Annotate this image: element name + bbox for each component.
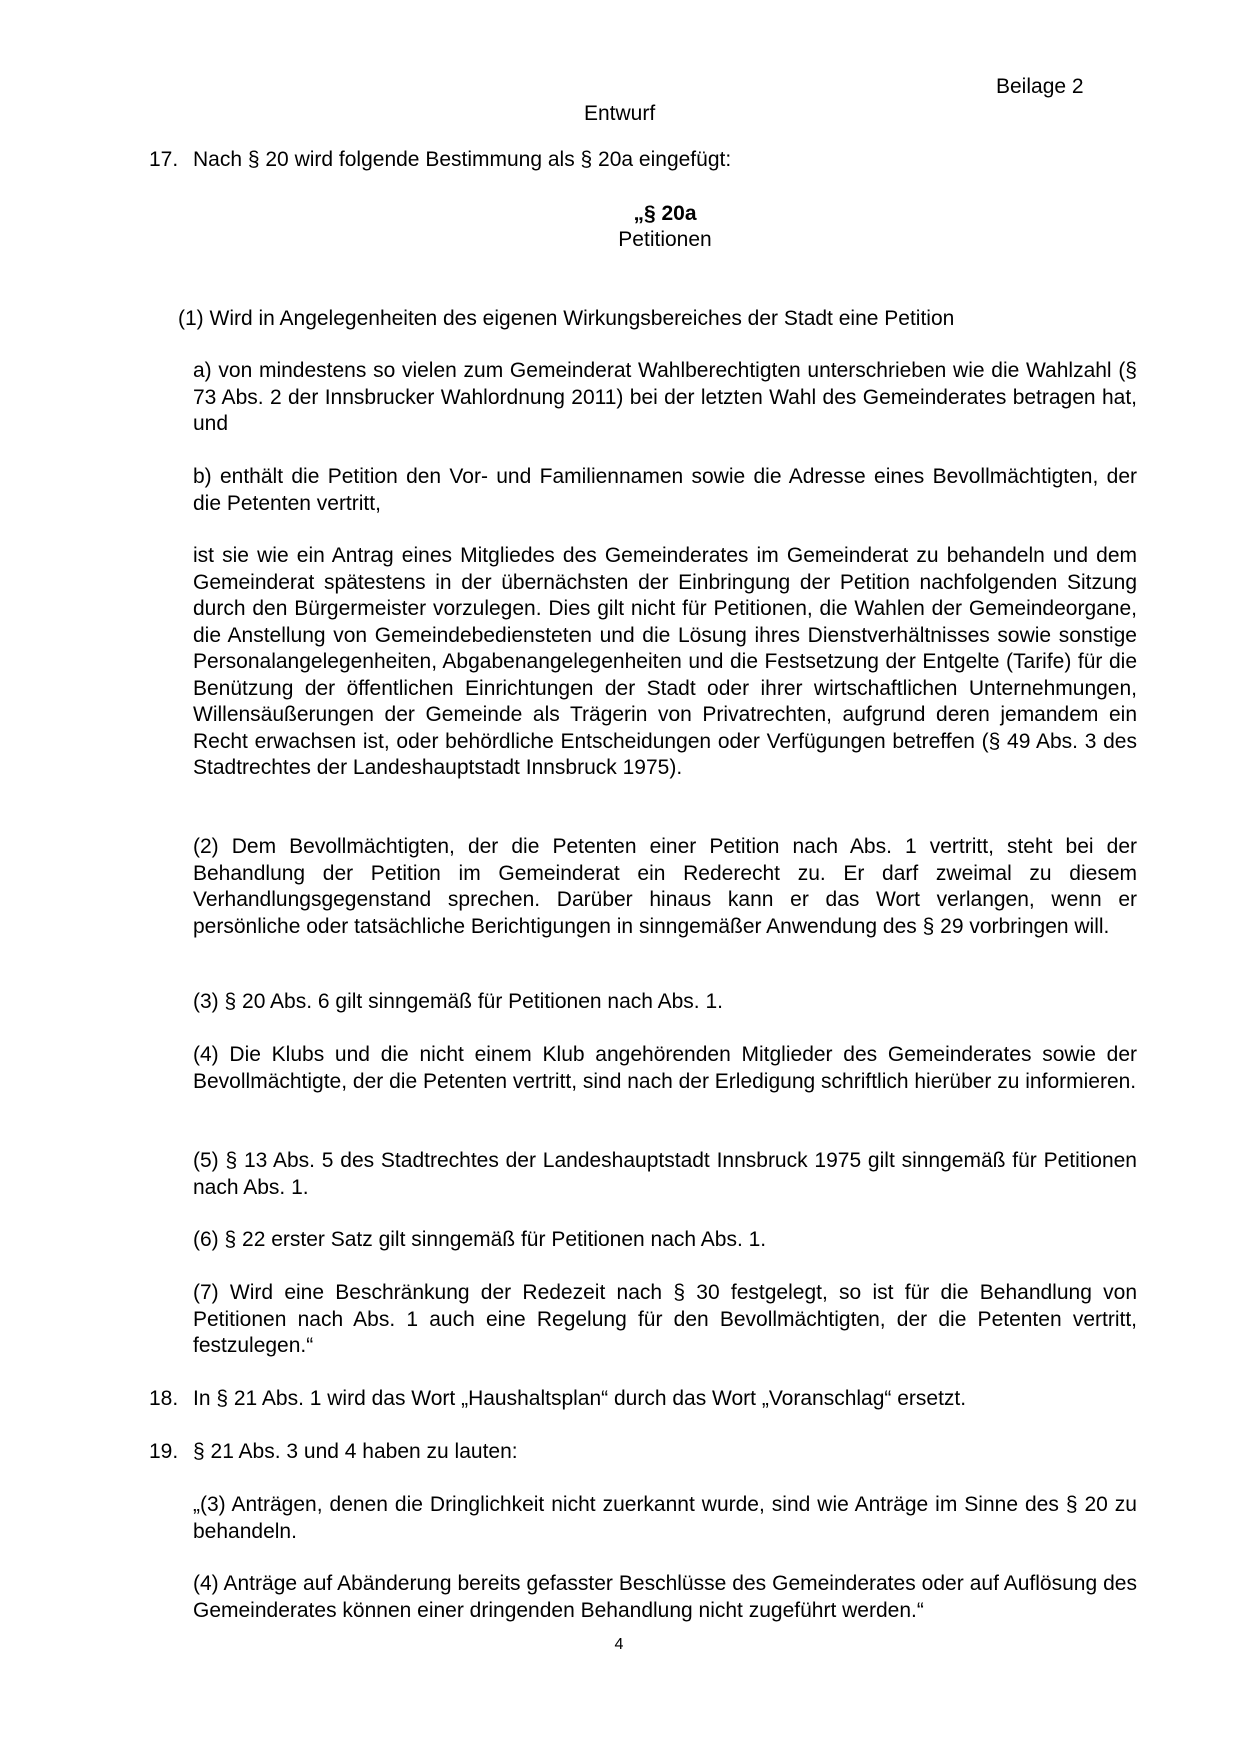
paragraph-2: (2) Dem Bevollmächtigten, der die Petenten einer Petition nach Abs. 1 vertritt, steht bei der Behandlung der Petition im Gemeinderat ein Rederecht zu. Er darf zweimal zu diesem Verhandlungsgegenstand sprechen. Darüber hinaus kann er das Wort verlangen, wenn er persönliche oder tatsächliche Berichtigungen in sinngemäßer Anwendung des § 29 vorbringen will. (193, 835, 1137, 938)
attachment-label: Beilage 2 (996, 75, 1084, 98)
paragraph-1-a: a) von mindestens so vielen zum Gemeinderat Wahlberechtigten unterschrieben wie die Wahlzahl (§ 73 Abs. 2 der Innsbrucker Wahlordnung 2011) bei der letzten Wahl des Gemeinderates betragen hat, und (193, 359, 1137, 435)
paragraph-7: (7) Wird eine Beschränkung der Redezeit nach § 30 festgelegt, so ist für die Behandlung von Petitionen nach Abs. 1 auch eine Regelung für den Bevollmächtigten, der die Petenten vertritt, festzulegen.“ (193, 1281, 1137, 1357)
paragraph-19-3: „(3) Anträgen, denen die Dringlichkeit nicht zuerkannt wurde, sind wie Anträge im Sinne des § 20 zu behandeln. (193, 1493, 1137, 1543)
paragraph-3: (3) § 20 Abs. 6 gilt sinngemäß für Petitionen nach Abs. 1. (193, 990, 723, 1013)
paragraph-1-intro: (1) Wird in Angelegenheiten des eigenen Wirkungsbereiches der Stadt eine Petition (178, 307, 955, 330)
paragraph-19-4: (4) Anträge auf Abänderung bereits gefasster Beschlüsse des Gemeinderates oder auf Auflösung des Gemeinderates können einer dringenden Behandlung nicht zugeführt werden.“ (193, 1572, 1137, 1622)
paragraph-1-b: b) enthält die Petition den Vor- und Familiennamen sowie die Adresse eines Bevollmächtigten, der die Petenten vertritt, (193, 465, 1137, 515)
paragraph-5: (5) § 13 Abs. 5 des Stadtrechtes der Landeshauptstadt Innsbruck 1975 gilt sinngemäß für Petitionen nach Abs. 1. (193, 1149, 1137, 1199)
item-19-number: 19. (149, 1440, 179, 1463)
paragraph-6: (6) § 22 erster Satz gilt sinngemäß für Petitionen nach Abs. 1. (193, 1228, 767, 1251)
item-18-number: 18. (149, 1387, 179, 1410)
item-17-number: 17. (149, 148, 179, 171)
section-title: Petitionen (618, 228, 712, 251)
item-19-text: § 21 Abs. 3 und 4 haben zu lauten: (193, 1440, 518, 1463)
section-number: „§ 20a (633, 202, 697, 225)
paragraph-1-rest: ist sie wie ein Antrag eines Mitgliedes des Gemeinderates im Gemeinderat zu behandeln und dem Gemeinderat spätestens in der übernächsten der Einbringung der Petition nachfolgenden Sitzung durch den Bürgermeister vorzulegen. Dies gilt nicht für Petitionen, die Wahlen der Gemeindeorgane, die Anstellung von Gemeindebediensteten und die Lösung ihres Dienstverhältnisses sowie sonstige Personalangelegenheiten, Abgabenangelegenheiten und die Festsetzung der Entgelte (Tarife) für die Benützung der öffentlichen Einrichtungen der Stadt oder ihrer wirtschaftlichen Unternehmungen, Willensäußerungen der Gemeinde als Trägerin von Privatrechten, aufgrund deren jemandem ein Recht erwachsen ist, oder behördliche Entscheidungen oder Verfügungen betreffen (§ 49 Abs. 3 des Stadtrechtes der Landeshauptstadt Innsbruck 1975). (193, 544, 1137, 779)
page-number: 4 (614, 1636, 624, 1653)
draft-label: Entwurf (584, 102, 656, 125)
item-17-text: Nach § 20 wird folgende Bestimmung als § 20a eingefügt: (193, 148, 732, 171)
paragraph-4: (4) Die Klubs und die nicht einem Klub angehörenden Mitglieder des Gemeinderates sowie der Bevollmächtigte, der die Petenten vertritt, sind nach der Erledigung schriftlich hierüber zu informieren. (193, 1043, 1137, 1093)
item-18-text: In § 21 Abs. 1 wird das Wort „Haushaltsplan“ durch das Wort „Voranschlag“ ersetzt. (193, 1387, 967, 1410)
